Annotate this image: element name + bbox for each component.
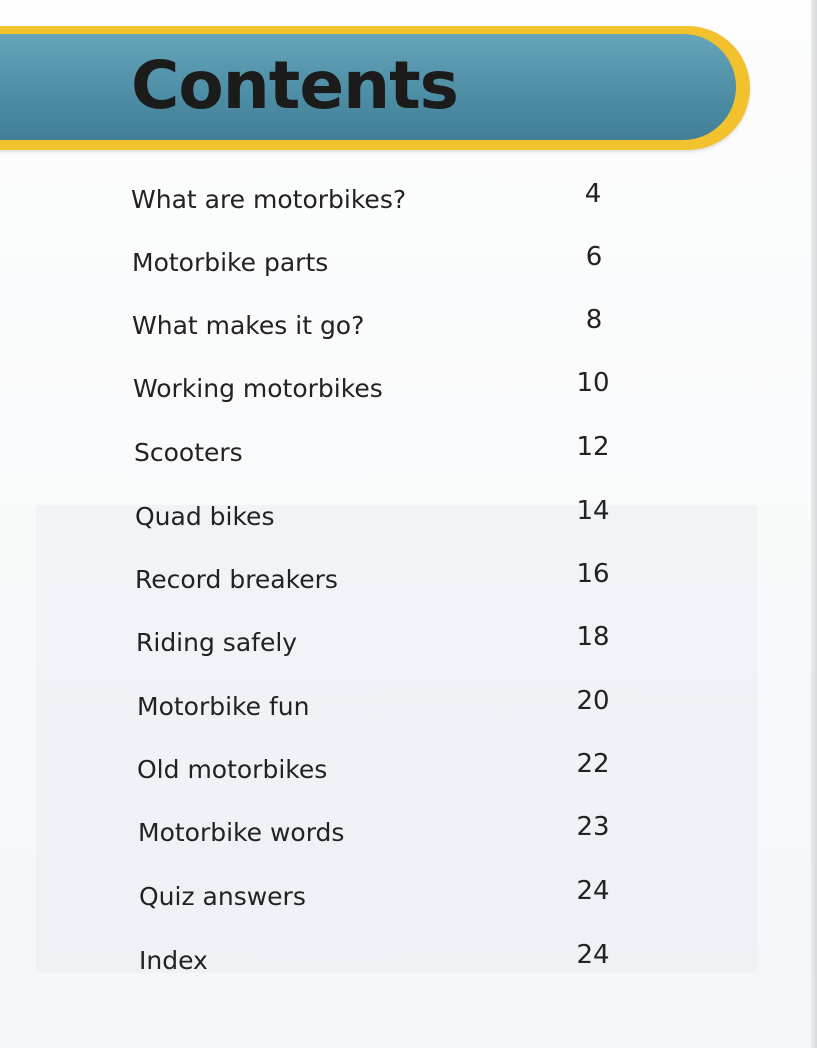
toc-entry-page: 4 [584, 179, 602, 209]
toc-entry-page: 6 [585, 242, 603, 272]
toc-entry-page: 23 [576, 812, 610, 842]
toc-entry-title: What makes it go? [132, 311, 365, 340]
toc-entry-page: 12 [576, 432, 610, 462]
toc-entry [0, 623, 817, 667]
toc-entry-page: 16 [576, 559, 610, 589]
toc-entry-title: Riding safely [136, 628, 298, 657]
page-title: Contents [131, 47, 458, 124]
toc-entry [0, 306, 817, 350]
toc-entry-page: 24 [576, 876, 610, 906]
toc-entry-page: 22 [576, 749, 610, 779]
toc-entry-title: Motorbike words [138, 818, 345, 847]
toc-entry-title: Index [139, 946, 208, 975]
toc-entry-title: Quiz answers [139, 882, 306, 911]
toc-entry [0, 243, 817, 287]
toc-entry [0, 180, 817, 224]
toc-entry-page: 24 [576, 940, 610, 970]
toc-entry [0, 687, 817, 731]
toc-entry [0, 877, 817, 921]
toc-entry-title: Motorbike fun [137, 692, 310, 721]
toc-entry-title: Motorbike parts [132, 248, 329, 277]
toc-entry [0, 813, 817, 857]
toc-entry-page: 10 [576, 368, 610, 398]
toc-entry-page: 8 [585, 305, 603, 335]
toc-entry [0, 433, 817, 477]
toc-entry [0, 941, 817, 985]
toc-entry-title: Working motorbikes [133, 374, 383, 403]
toc-entry-title: Record breakers [135, 565, 338, 594]
toc-entry [0, 560, 817, 604]
toc-entry-title: Quad bikes [135, 502, 275, 531]
toc-entry-title: Old motorbikes [137, 755, 328, 784]
toc-entry-title: What are motorbikes? [131, 185, 407, 214]
toc-entry [0, 750, 817, 794]
toc-entry [0, 369, 817, 413]
toc-entry [0, 497, 817, 541]
toc-entry-title: Scooters [134, 438, 243, 467]
toc-entry-page: 18 [576, 622, 610, 652]
toc-entry-page: 20 [576, 686, 610, 716]
toc-entry-page: 14 [576, 496, 610, 526]
